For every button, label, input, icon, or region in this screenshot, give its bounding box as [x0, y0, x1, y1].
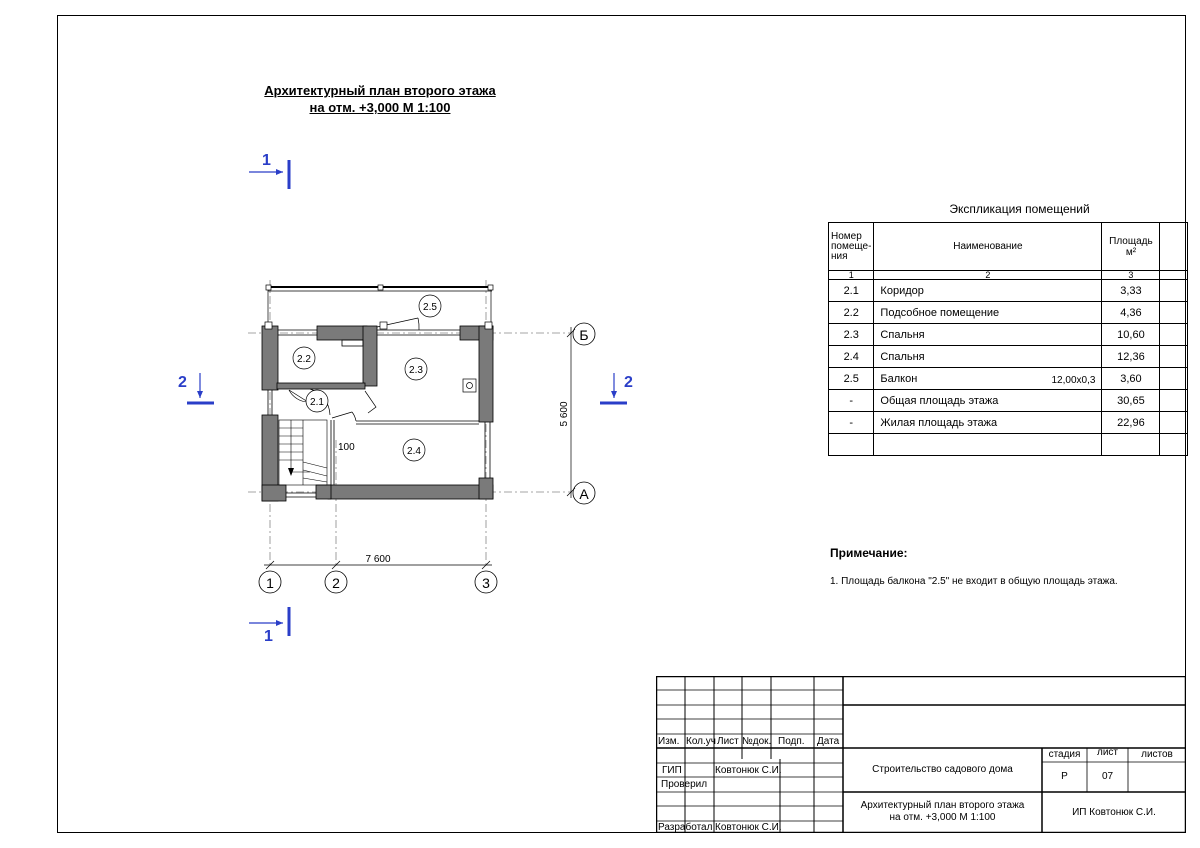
- section-label: 2: [178, 374, 187, 391]
- room-number: 2.4: [407, 446, 421, 457]
- sheet-title-line1: Архитектурный план второго этажа: [860, 800, 1025, 811]
- explication-title: Экспликация помещений: [949, 202, 1090, 216]
- table-row: [829, 346, 1188, 368]
- checked-label: Проверил: [661, 779, 708, 790]
- sheet-value: 07: [1101, 771, 1114, 782]
- axis-bubble-1: [259, 571, 281, 593]
- header-area: Площадь м²: [1102, 223, 1160, 271]
- room-num: 2.5: [829, 368, 874, 390]
- axis-bubble-a: [573, 482, 595, 504]
- index-1: 1: [829, 271, 874, 280]
- header-extra: [1160, 223, 1188, 271]
- stage-value: Р: [1061, 771, 1068, 782]
- table-row: [829, 280, 1188, 302]
- room-name: Жилая площадь этажа: [874, 412, 1102, 434]
- room-num: 2.1: [829, 280, 874, 302]
- columns: [265, 322, 492, 329]
- axis-bubble-2: [325, 571, 347, 593]
- index-4: [1160, 271, 1188, 280]
- sheet-title: [843, 800, 1042, 824]
- room-name: Подсобное помещение: [874, 302, 1102, 324]
- room-area: 3,33: [1102, 280, 1160, 302]
- table-row: [829, 302, 1188, 324]
- room-name: Спальня: [874, 324, 1102, 346]
- empty-cell: [1160, 368, 1188, 390]
- room-name: [874, 368, 1102, 390]
- index-2: 2: [874, 271, 1102, 280]
- col-ndok: №док.: [742, 736, 772, 747]
- axis-bubble-3: [475, 571, 497, 593]
- room-name: Общая площадь этажа: [874, 390, 1102, 412]
- table-row: [829, 324, 1188, 346]
- empty-cell: [1160, 346, 1188, 368]
- sheet-title-line2: на отм. +3,000 М 1:100: [889, 812, 996, 823]
- room-area: 22,96: [1102, 412, 1160, 434]
- gip-name: Ковтонюк С.И.: [715, 765, 782, 776]
- col-data: Дата: [817, 736, 840, 747]
- empty-cell: [1160, 324, 1188, 346]
- axis-label: 2: [332, 575, 340, 591]
- room-number: 2.1: [310, 397, 324, 408]
- balcony-rail: [266, 285, 493, 325]
- room-num: 2.3: [829, 324, 874, 346]
- dimension-label: 5 600: [559, 401, 570, 427]
- title-block: [656, 676, 1186, 833]
- empty-cell: [1160, 390, 1188, 412]
- axis-label: Б: [579, 327, 589, 343]
- dimension-width: [264, 554, 492, 569]
- dev-label: Разработал: [658, 822, 713, 833]
- drawing-title-line2: на отм. +3,000 М 1:100: [309, 100, 451, 115]
- col-list: Лист: [717, 736, 739, 747]
- room-num: 2.4: [829, 346, 874, 368]
- empty-cell: [1160, 434, 1188, 456]
- project-name: Строительство садового дома: [872, 764, 1013, 775]
- section-mark-1-bottom: [249, 607, 289, 645]
- room-num: -: [829, 390, 874, 412]
- room-tag-2-2: [293, 347, 315, 369]
- section-mark-2-left: [178, 373, 214, 403]
- section-mark-2-right: [600, 373, 633, 403]
- gip-label: ГИП: [662, 765, 682, 776]
- table-row: [829, 368, 1188, 390]
- room-num: -: [829, 412, 874, 434]
- dimension-height: [559, 327, 575, 498]
- empty-cell: [1160, 280, 1188, 302]
- dimension-label: 7 600: [365, 554, 391, 565]
- table-row: [829, 412, 1188, 434]
- axis-label: 3: [482, 575, 490, 591]
- axis-bubble-b: [573, 323, 595, 345]
- notes-item: 1. Площадь балкона "2.5" не входит в общую площадь этажа.: [830, 576, 1118, 587]
- chimney: [463, 379, 476, 392]
- notes-title: Примечание:: [830, 546, 908, 560]
- empty-cell: [874, 434, 1102, 456]
- col-podp: Подп.: [778, 736, 805, 747]
- room-number: 2.2: [297, 354, 311, 365]
- section-label: 1: [262, 152, 271, 169]
- room-tag-2-4: [403, 439, 425, 461]
- room-tag-2-1: [306, 390, 328, 412]
- empty-cell: [1102, 434, 1160, 456]
- explication-table: [828, 222, 1188, 456]
- room-tag-2-5: [419, 295, 441, 317]
- balcony-dimension: 12,00x0,3: [1051, 375, 1096, 386]
- table-row: [829, 390, 1188, 412]
- index-3: 3: [1102, 271, 1160, 280]
- header-name: Наименование: [874, 223, 1102, 271]
- col-kol: Кол.уч: [686, 736, 716, 747]
- room-name-text: Балкон: [880, 372, 918, 385]
- empty-cell: [829, 434, 874, 456]
- room-area: 3,60: [1102, 368, 1160, 390]
- header-num: Номер помеще-ния: [829, 223, 874, 271]
- section-label: 1: [264, 628, 273, 645]
- table-row-empty: [829, 434, 1188, 456]
- empty-cell: [1160, 412, 1188, 434]
- col-izm: Изм.: [658, 736, 680, 747]
- room-area: 10,60: [1102, 324, 1160, 346]
- room-area: 30,65: [1102, 390, 1160, 412]
- explication-header: [829, 223, 1188, 271]
- section-mark-1-top: [249, 152, 289, 189]
- drawing-title-line1: Архитектурный план второго этажа: [264, 83, 496, 98]
- axis-label: А: [579, 486, 589, 502]
- empty-cell: [1160, 302, 1188, 324]
- room-area: 12,36: [1102, 346, 1160, 368]
- room-num: 2.2: [829, 302, 874, 324]
- room-number: 2.5: [423, 302, 437, 313]
- sheets-label: листов: [1141, 749, 1173, 760]
- room-name: Спальня: [874, 346, 1102, 368]
- stage-label: стадия: [1048, 749, 1081, 760]
- room-number: 2.3: [409, 365, 423, 376]
- organization: ИП Ковтонюк С.И.: [1072, 807, 1156, 818]
- room-name: Коридор: [874, 280, 1102, 302]
- explication-index-row: [829, 271, 1188, 280]
- room-area: 4,36: [1102, 302, 1160, 324]
- sheet-label: лист: [1096, 747, 1118, 758]
- dev-name: Ковтонюк С.И.: [715, 822, 782, 833]
- axis-label: 1: [266, 575, 274, 591]
- dimension-100: 100: [338, 442, 355, 453]
- section-label: 2: [624, 374, 633, 391]
- stairs: [279, 420, 327, 485]
- room-tag-2-3: [405, 358, 427, 380]
